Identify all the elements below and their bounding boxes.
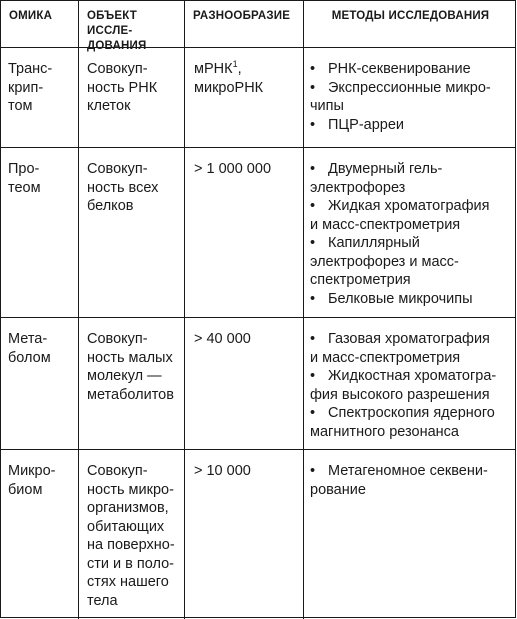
bullet-icon: • bbox=[310, 198, 316, 214]
methods-list bbox=[310, 160, 509, 308]
bullet-icon: • bbox=[310, 463, 316, 479]
header-object bbox=[79, 1, 185, 52]
bullet-icon: • bbox=[310, 368, 316, 384]
omics-cell bbox=[1, 450, 79, 619]
method-text: Спектроскопия ядерного магнитного резонанса bbox=[310, 405, 495, 440]
object-cell bbox=[79, 450, 185, 619]
method-item bbox=[310, 60, 509, 79]
omics-name: Про- теом bbox=[8, 161, 41, 196]
method-item bbox=[310, 367, 509, 404]
object-text: Совокуп- ность РНК клеток bbox=[87, 61, 158, 114]
bullet-icon: • bbox=[310, 61, 316, 77]
method-text: РНК-секвенирование bbox=[328, 61, 471, 77]
method-item bbox=[310, 116, 509, 135]
header-object-label: ОБЪЕКТ ИССЛЕ- ДОВАНИЯ bbox=[87, 10, 147, 52]
object-cell bbox=[79, 48, 185, 147]
methods-cell bbox=[304, 48, 515, 147]
omics-cell bbox=[1, 48, 79, 147]
method-item bbox=[310, 462, 509, 499]
object-text: Совокуп- ность всех белков bbox=[87, 161, 159, 214]
object-cell bbox=[79, 318, 185, 449]
method-text: ПЦР-арреи bbox=[328, 116, 405, 133]
diversity-cell bbox=[185, 48, 304, 147]
method-item bbox=[310, 404, 509, 441]
diversity-cell bbox=[185, 148, 304, 317]
header-methods bbox=[304, 1, 515, 47]
method-item bbox=[310, 330, 509, 367]
object-text: Совокуп- ность микро- организмов, обитающих на поверхно- сти и в поло- стях нашего тела bbox=[87, 463, 175, 609]
method-text: Жидкостная хроматогра- фия высокого разрешения bbox=[310, 368, 497, 403]
omics-name: Транс- крип- том bbox=[8, 61, 53, 114]
methods-list bbox=[310, 462, 509, 499]
table-row bbox=[1, 318, 515, 450]
header-diversity bbox=[185, 1, 304, 47]
method-item bbox=[310, 160, 509, 197]
header-omics-label: ОМИКА bbox=[9, 10, 53, 22]
bullet-icon: • bbox=[310, 331, 316, 347]
method-text: Жидкая хроматография и масс-спектрометрия bbox=[310, 198, 490, 233]
diversity-cell bbox=[185, 318, 304, 449]
method-text: Газовая хроматография и масс-спектрометрия bbox=[310, 331, 490, 366]
method-text: Экспрессионные микро- чипы bbox=[310, 79, 491, 114]
methods-list bbox=[310, 60, 509, 134]
bullet-icon: • bbox=[310, 405, 316, 421]
method-item bbox=[310, 290, 509, 309]
methods-list bbox=[310, 330, 509, 441]
omics-cell bbox=[1, 318, 79, 449]
table-header-row bbox=[1, 1, 515, 52]
header-omics bbox=[1, 1, 79, 47]
methods-cell bbox=[304, 318, 515, 449]
bullet-icon: • bbox=[310, 79, 316, 96]
table-row bbox=[1, 450, 515, 619]
diversity-value: мРНК bbox=[194, 61, 233, 77]
omics-cell bbox=[1, 148, 79, 317]
method-text: Белковые микрочипы bbox=[328, 290, 473, 307]
table-row bbox=[1, 48, 515, 148]
diversity-cell bbox=[185, 450, 304, 619]
methods-cell bbox=[304, 450, 515, 619]
header-diversity-label: РАЗНООБРАЗИЕ bbox=[193, 10, 291, 22]
diversity-value: > 40 000 bbox=[194, 331, 251, 347]
omics-name: Микро- биом bbox=[8, 463, 56, 498]
bullet-icon: • bbox=[310, 235, 316, 251]
bullet-icon: • bbox=[310, 290, 316, 307]
diversity-value: > 10 000 bbox=[194, 463, 251, 479]
method-item bbox=[310, 197, 509, 234]
bullet-icon: • bbox=[310, 116, 316, 133]
omics-name: Мета- болом bbox=[8, 331, 51, 366]
diversity-value-tail: , микроРНК bbox=[194, 61, 264, 96]
bullet-icon: • bbox=[310, 161, 316, 177]
method-text: Двумерный гель- электрофорез bbox=[310, 161, 443, 196]
object-cell bbox=[79, 148, 185, 317]
method-item bbox=[310, 234, 509, 290]
method-item bbox=[310, 79, 509, 116]
method-text: Капиллярный электрофорез и масс- спектрометрия bbox=[310, 235, 459, 288]
footnote-mark: 1 bbox=[232, 59, 238, 70]
object-text: Совокуп- ность малых молекул — метаболитов bbox=[87, 331, 174, 403]
table-row bbox=[1, 148, 515, 318]
header-methods-label: МЕТОДЫ ИССЛЕДОВАНИЯ bbox=[331, 10, 490, 22]
methods-cell bbox=[304, 148, 515, 317]
diversity-value: > 1 000 000 bbox=[194, 161, 272, 177]
method-text: Метагеномное секвени- рование bbox=[310, 463, 488, 498]
